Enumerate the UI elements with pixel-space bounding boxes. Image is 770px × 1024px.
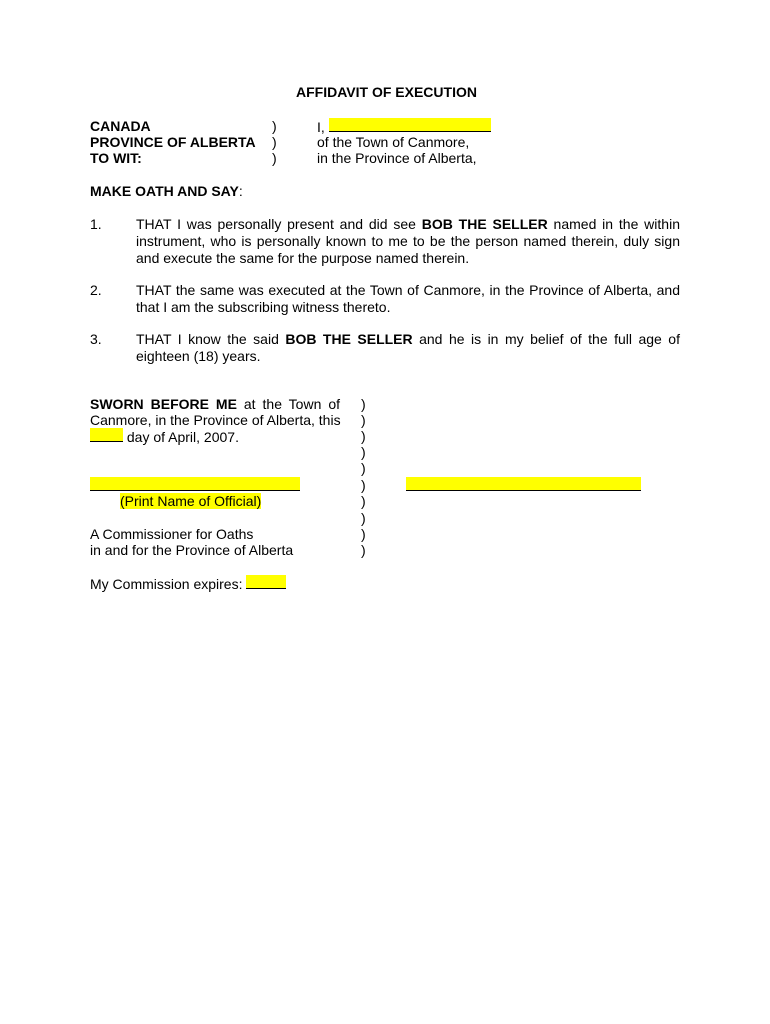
venue-paren: ) — [272, 134, 277, 150]
jurat-paren: ) — [361, 396, 366, 412]
jurat-paren: ) — [361, 477, 366, 493]
paragraph-2: THAT the same was executed at the Town of Canmore, in the Province of Alberta, and that I am the subscribing witness thereto. — [136, 282, 680, 315]
deponent-province: in the Province of Alberta, — [317, 150, 477, 166]
jurat-paren: ) — [361, 428, 366, 444]
jurat-paren: ) — [361, 510, 366, 526]
commissioner-jurisdiction: in and for the Province of Alberta — [90, 542, 294, 558]
commission-expires — [90, 575, 286, 593]
jurat-text: at the Town of — [236, 396, 340, 412]
deponent-name-field[interactable] — [329, 118, 491, 132]
deponent-signature-line[interactable] — [406, 477, 641, 495]
paragraph-text: THAT I know the said — [136, 331, 286, 347]
jurat-line-3 — [90, 428, 239, 446]
venue-canada: CANADA — [90, 118, 151, 134]
jurat-paren: ) — [361, 460, 366, 476]
deponent-prefix: I, — [317, 119, 329, 135]
jurat-paren: ) — [361, 542, 366, 558]
oath-suffix: : — [238, 183, 243, 199]
jurat-paren: ) — [361, 444, 366, 460]
oath-bold: MAKE OATH AND SAY — [90, 183, 239, 199]
jurat-paren: ) — [361, 412, 366, 428]
paragraph-3 — [136, 331, 680, 365]
venue-to-wit: TO WIT: — [90, 150, 142, 166]
paragraph-number: 3. — [90, 331, 102, 347]
seller-name: BOB THE SELLER — [421, 216, 548, 232]
official-signature-field[interactable] — [90, 477, 300, 491]
jurat-line-2: Canmore, in the Province of Alberta, this — [90, 412, 341, 428]
venue-paren: ) — [272, 150, 277, 166]
jurat-paren: ) — [361, 493, 366, 509]
oath-heading — [90, 183, 243, 200]
jurat-text: day of April, 2007. — [123, 429, 239, 445]
paragraph-text: named in the within instrument, who is personally known to me to be the person named therein, duly sign and execute the same for the purpose named therein. — [136, 216, 680, 266]
paragraph-1 — [136, 216, 680, 267]
jurat-line-1 — [90, 396, 340, 413]
venue-province: PROVINCE OF ALBERTA — [90, 134, 256, 150]
paragraph-text: and he is in my belief of the full age of eighteen (18) years. — [136, 331, 680, 364]
venue-paren: ) — [272, 118, 277, 134]
paragraph-number: 2. — [90, 282, 102, 298]
jurat-paren: ) — [361, 526, 366, 542]
commission-expiry-field[interactable] — [246, 575, 286, 589]
print-name-label: (Print Name of Official) — [120, 493, 262, 509]
deponent-signature-field[interactable] — [406, 477, 641, 491]
commissioner-title: A Commissioner for Oaths — [90, 526, 254, 542]
paragraph-text: THAT I was personally present and did see — [136, 216, 422, 232]
paragraph-number: 1. — [90, 216, 102, 232]
deponent-town: of the Town of Canmore, — [317, 134, 470, 150]
print-name-caption — [120, 493, 261, 510]
sworn-before-me: SWORN BEFORE ME — [90, 396, 237, 412]
seller-name: BOB THE SELLER — [285, 331, 413, 347]
document-title: AFFIDAVIT OF EXECUTION — [296, 84, 477, 100]
commission-expires-label: My Commission expires: — [90, 576, 247, 592]
day-field[interactable] — [90, 428, 123, 442]
